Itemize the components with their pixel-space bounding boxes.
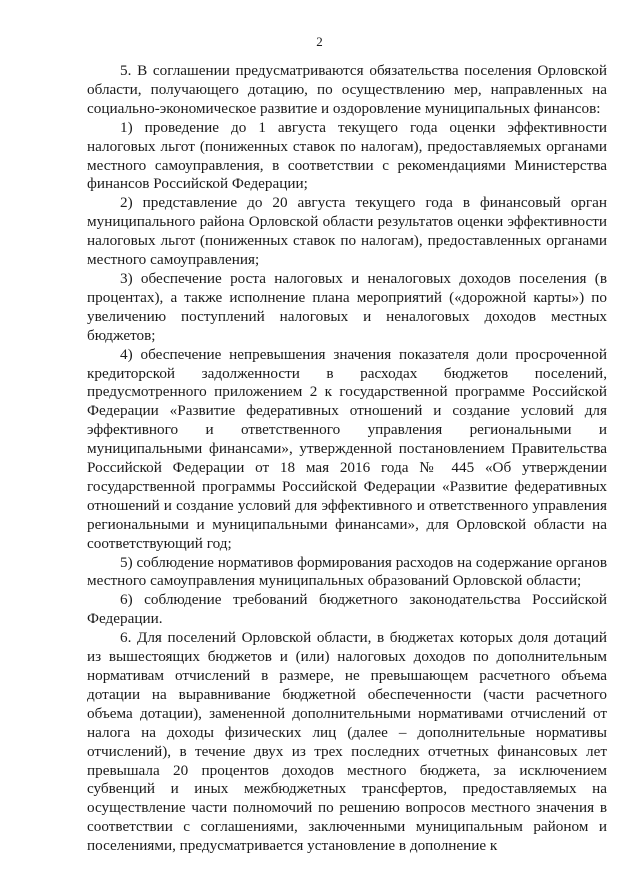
paragraph-clause-5: 5. В соглашении предусматриваются обязательства поселения Орловской области, получающего дотацию, по осуществлению мер, направленных на социально-экономическое развитие и оздоровление муниципальных финансов: <box>87 62 607 117</box>
page-number: 2 <box>316 34 323 49</box>
paragraph-item-2: 2) представление до 20 августа текущего года в финансовый орган муниципального района Орловской области результатов оценки эффективности налоговых льгот (пониженных ставок по налогам), предоставленных органами местного самоуправления; <box>87 194 607 269</box>
paragraph-item-6: 6) соблюдение требований бюджетного законодательства Российской Федерации. <box>87 591 607 628</box>
paragraph-item-3: 3) обеспечение роста налоговых и неналоговых доходов поселения (в процентах), а также исполнение плана мероприятий («дорожной карты») по увеличению поступлений налоговых и неналоговых доходов местных бюджетов; <box>87 269 607 344</box>
paragraph-item-5: 5) соблюдение нормативов формирования расходов на содержание органов местного самоуправления муниципальных образований Орловской области; <box>87 553 607 590</box>
document-body <box>87 62 607 856</box>
paragraph-item-1: 1) проведение до 1 августа текущего года оценки эффективности налоговых льгот (пониженных ставок по налогам), предоставляемых органами местного самоуправления, в соответствии с рекомендациями Министерства финансов Российской Федерации; <box>87 118 607 193</box>
paragraph-item-4: 4) обеспечение непревышения значения показателя доли просроченной кредиторской задолженности в расходах бюджетов поселений, предусмотренного приложением 2 к государственной программе Российской Федерации «Развитие федеративных отношений и создание условий для эффективного и ответственного управления региональными и муниципальными финансами», утвержденной постановлением Правительства Российской Федерации от 18 мая 2016 года № 445 «Об утверждении государственной программы Российской Федерации «Развитие федеративных отношений и создание условий для эффективного и ответственного управления региональными и муниципальными финансами», для Орловской области на соответствующий год; <box>87 345 607 552</box>
paragraph-clause-6: 6. Для поселений Орловской области, в бюджетах которых доля дотаций из вышестоящих бюджетов и (или) налоговых доходов по дополнительным нормативам отчислений в размере, не превышающем расчетного объема дотации на выравнивание бюджетной обеспеченности (части расчетного объема дотации), замененной дополнительными нормативами отчислений от налога на доходы физических лиц (далее – дополнительные нормативы отчислений), в течение двух из трех последних отчетных финансовых лет превышала 20 процентов доходов местного бюджета, за исключением субвенций и иных межбюджетных трансфертов, предоставляемых на осуществление части полномочий по решению вопросов местного значения в соответствии с соглашениями, заключенными муниципальным районом и поселениями, предусматривается установление в дополнение к <box>87 629 607 855</box>
